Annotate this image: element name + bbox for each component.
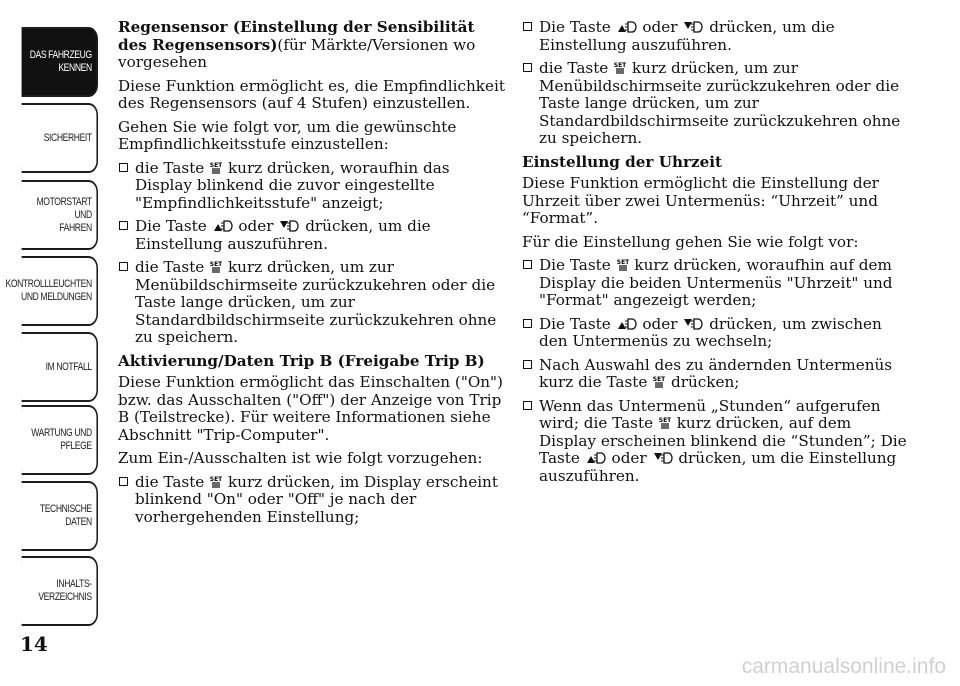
svg-text:SET: SET <box>658 417 671 424</box>
set-button-icon <box>659 416 671 430</box>
down-button-icon <box>279 219 299 233</box>
svg-text:SET: SET <box>653 376 666 383</box>
list-item: Die Taste oder drücken, um die Einstellung auszuführen. <box>522 19 912 54</box>
set-button-icon <box>614 61 626 75</box>
list-item: die Taste SET kurz drücken, um zur Menübildschirmseite zurückzukehren oder die Taste lange drücken, um zur Standardbildschirmseite zurückzukehren ohne zu speichern. <box>522 60 912 148</box>
rain-sensor-section-intro <box>118 19 508 72</box>
paragraph: Diese Funktion ermöglicht es, die Empfindlichkeit des Regensensors (auf 4 Stufen) einzustellen. <box>118 76 505 112</box>
set-button-icon <box>210 260 222 274</box>
paragraph: Gehen Sie wie folgt vor, um die gewünschte Empfindlichkeitsstufe einzustellen: <box>118 117 457 153</box>
page-number: 14 <box>20 632 48 656</box>
list-item: die Taste SET kurz drücken, um zur Menübildschirmseite zurückzukehren oder die Taste lange drücken, um zur Standardbildschirmseite zurückzukehren ohne zu speichern. <box>118 259 508 347</box>
tab-im-notfall[interactable]: IM NOTFALL <box>22 332 98 402</box>
up-button-icon <box>617 20 637 34</box>
list-item: die Taste SET kurz drücken, woraufhin das Display blinkend die zuvor eingestellte "Empfindlichkeitsstufe" anzeigt; <box>118 160 508 213</box>
paragraph: Diese Funktion ermöglicht die Einstellung der Uhrzeit über zwei Untermenüs: “Uhrzeit” und “Format”. <box>522 174 879 227</box>
set-button-icon <box>653 375 665 389</box>
tab-motorstart-und-fahren[interactable]: MOTORSTART UND FAHREN <box>22 180 98 250</box>
down-button-icon <box>683 20 703 34</box>
svg-text:SET: SET <box>616 259 629 266</box>
paragraph: Diese Funktion ermöglicht das Einschalten ("On") bzw. das Ausschalten ("Off") der Anzeige von Trip B (Teilstrecke). Für weitere Informationen siehe Abschnitt "Trip-Computer". <box>118 373 503 444</box>
left-column <box>118 19 508 532</box>
set-button-icon <box>617 258 629 272</box>
tab-inhaltsverzeichnis[interactable]: INHALTS- VERZEICHNIS <box>22 556 98 626</box>
list-item: Die Taste oder drücken, um die Einstellung auszuführen. <box>118 218 508 253</box>
list-item: Nach Auswahl des zu ändernden Untermenüs kurz die Taste SET drücken; <box>522 357 912 392</box>
tab-sicherheit[interactable]: SICHERHEIT <box>22 103 98 173</box>
list-item: die Taste SET kurz drücken, im Display erscheint blinkend "On" oder "Off" je nach der vorhergehenden Einstellung; <box>118 474 508 527</box>
set-button-icon <box>210 475 222 489</box>
down-button-icon <box>653 451 673 465</box>
clock-heading: Einstellung der Uhrzeit <box>522 152 723 171</box>
list-item: Die Taste SET kurz drücken, woraufhin auf dem Display die beiden Untermenüs "Uhrzeit" und "Format" angezeigt werden; <box>522 257 912 310</box>
right-column <box>522 19 912 491</box>
paragraph: Zum Ein-/Ausschalten ist wie folgt vorzugehen: <box>118 449 483 467</box>
rain-sensor-heading-note: (für Märkte/Versionen wo vorgesehen <box>118 35 476 71</box>
trip-b-heading: Aktivierung/Daten Trip B (Freigabe Trip B) <box>118 351 485 370</box>
tab-kontrollleuchten-und-meldungen[interactable]: KONTROLLLEUCHTEN UND MELDUNGEN <box>22 256 98 326</box>
watermark: carmanualsonline.info <box>741 655 946 678</box>
tab-technische-daten[interactable]: TECHNISCHE DATEN <box>22 481 98 551</box>
up-button-icon <box>586 451 606 465</box>
paragraph: Für die Einstellung gehen Sie wie folgt vor: <box>522 232 859 251</box>
rain-sensor-heading: Regensensor (Einstellung der Sensibilität des Regensensors) <box>118 18 475 54</box>
chapter-sidebar <box>0 0 100 640</box>
up-button-icon <box>213 219 233 233</box>
svg-text:SET: SET <box>210 261 223 268</box>
tab-wartung-und-pflege[interactable]: WARTUNG UND PFLEGE <box>22 405 98 475</box>
list-item: Wenn das Untermenü „Stunden“ aufgerufen wird; die Taste SET kurz drücken, auf dem Display erscheinen blinkend die “Stunden”; Die Taste oder drücken, um die Einstellung auszuführen. <box>522 398 912 486</box>
svg-text:SET: SET <box>210 475 223 483</box>
down-button-icon <box>683 317 703 331</box>
tab-das-fahrzeug-kennen[interactable]: DAS FAHRZEUG KENNEN <box>22 27 98 97</box>
svg-text:SET: SET <box>210 161 223 169</box>
svg-text:SET: SET <box>614 62 627 69</box>
up-button-icon <box>617 317 637 331</box>
list-item: Die Taste oder drücken, um zwischen den Untermenüs zu wechseln; <box>522 316 912 351</box>
set-button-icon <box>210 161 222 175</box>
